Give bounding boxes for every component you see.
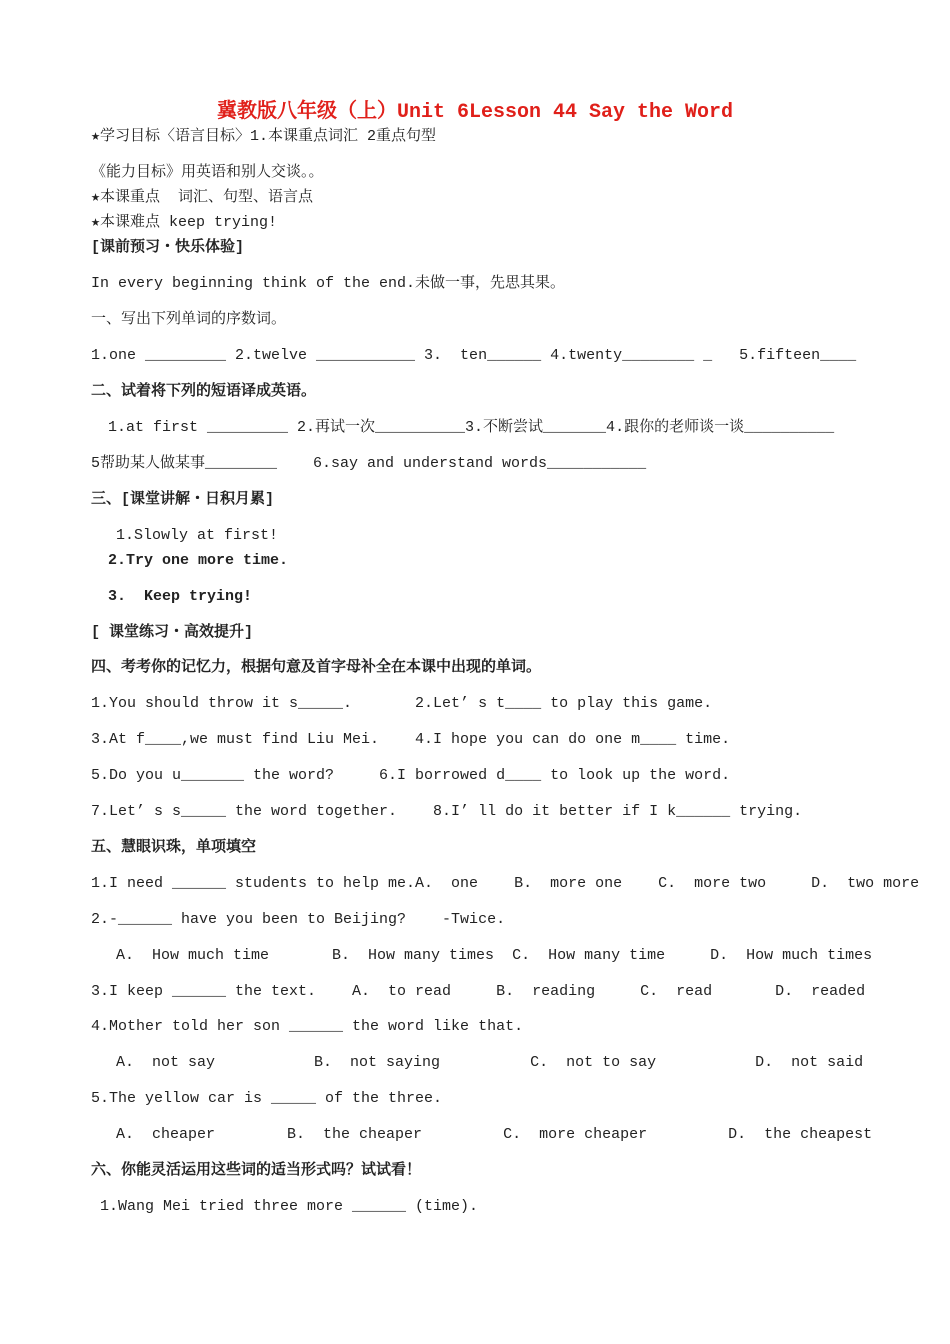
choice-options-5: A. cheaper B. the cheaper C. more cheaper D. the cheapest [116,1126,873,1143]
choice-question-2: 2.-______ have you been to Beijing? -Twice. [91,911,506,928]
sentence-3: 3. Keep trying! [108,588,253,605]
fill-row-1: 1.You should throw it s_____. 2.Let’ s t____ to play this game. [91,695,713,712]
word-form-question-1: 1.Wang Mei tried three more ______ (time). [100,1198,479,1215]
section-3-heading: 三、[课堂讲解・日积月累] [91,491,275,508]
section-practice-heading: [ 课堂练习・高效提升] [91,624,254,641]
fill-row-4: 7.Let’ s s_____ the word together. 8.I’ ll do it better if I k______ trying. [91,803,803,820]
choice-options-2: A. How much time B. How many times C. How many time D. How much times [116,947,873,964]
section-preview-heading: [课前预习・快乐体验] [91,239,245,256]
proverb: In every beginning think of the end.未做一事，先思其果。 [91,275,566,292]
section-5-heading: 五、慧眼识珠，单项填空 [91,839,257,856]
sentence-2: 2.Try one more time. [108,552,289,569]
section-2-heading: 二、试着将下列的短语译成英语。 [91,383,317,400]
section-6-heading: 六、你能灵活运用这些词的适当形式吗？试试看！ [91,1162,422,1179]
phrase-exercise-2: 5帮助某人做某事________ 6.say and understand words___________ [91,455,647,472]
section-1-heading: 一、写出下列单词的序数词。 [91,311,287,328]
choice-question-3: 3.I keep ______ the text. A. to read B. reading C. read D. readed [91,983,866,1000]
ordinal-exercise: 1.one _________ 2.twelve ___________ 3. ten______ 4.twenty________ _ 5.fifteen____ [91,347,857,364]
key-points: ★本课重点 词汇、句型、语言点 [91,189,314,206]
choice-options-4: A. not say B. not saying C. not to say D. not said [116,1054,864,1071]
section-4-heading: 四、考考你的记忆力，根据句意及首字母补全在本课中出现的单词。 [91,659,542,676]
difficult-points: ★本课难点 keep trying! [91,214,278,231]
choice-question-5: 5.The yellow car is _____ of the three. [91,1090,443,1107]
choice-question-1: 1.I need ______ students to help me.A. one B. more one C. more two D. two more [91,875,920,892]
objectives-language: ★学习目标〈语言目标〉1.本课重点词汇 2重点句型 [91,128,437,145]
sentence-1: 1.Slowly at first! [116,527,279,544]
fill-row-3: 5.Do you u_______ the word? 6.I borrowed d____ to look up the word. [91,767,731,784]
objectives-ability: 《能力目标》用英语和别人交谈。。 [91,164,324,181]
fill-row-2: 3.At f____,we must find Liu Mei. 4.I hope you can do one m____ time. [91,731,731,748]
choice-question-4: 4.Mother told her son ______ the word like that. [91,1018,524,1035]
document-title: 冀教版八年级（上）Unit 6Lesson 44 Say the Word [216,101,734,124]
phrase-exercise-1: 1.at first _________ 2.再试一次__________3.不断尝试_______4.跟你的老师谈一谈__________ [108,419,835,436]
